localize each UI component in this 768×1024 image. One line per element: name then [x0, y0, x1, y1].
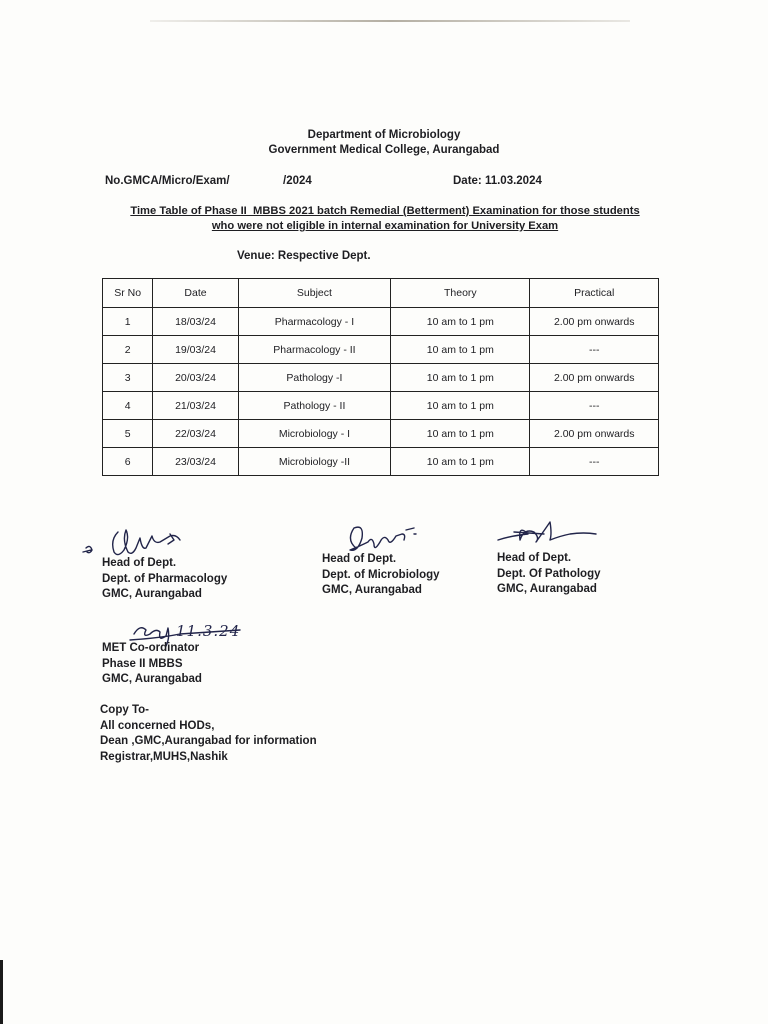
table-row — [103, 308, 659, 336]
cell-theory: 10 am to 1 pm — [391, 336, 530, 364]
header-date: Date — [153, 279, 238, 308]
table-row — [103, 364, 659, 392]
cell-subject: Microbiology - I — [238, 420, 391, 448]
cell-sr-no: 3 — [103, 364, 153, 392]
copy-to-line: All concerned HODs, — [100, 719, 215, 732]
copy-to-block — [100, 703, 317, 765]
reference-number: No.GMCA/Micro/Exam/ — [105, 175, 230, 187]
table-row — [103, 392, 659, 420]
cell-theory: 10 am to 1 pm — [391, 308, 530, 336]
scan-top-rule — [150, 20, 630, 22]
cell-subject: Microbiology -II — [238, 448, 391, 476]
cell-date: 20/03/24 — [153, 364, 238, 392]
signatory-place: GMC, Aurangabad — [497, 583, 597, 595]
coordinator-place: GMC, Aurangabad — [102, 673, 202, 685]
coordinator-role: MET Co-ordinator — [102, 642, 200, 654]
cell-sr-no: 6 — [103, 448, 153, 476]
cell-theory: 10 am to 1 pm — [391, 448, 530, 476]
cell-subject: Pharmacology - II — [238, 336, 391, 364]
header-subject: Subject — [238, 279, 391, 308]
cell-theory: 10 am to 1 pm — [391, 392, 530, 420]
reference-year: /2024 — [283, 175, 312, 187]
title-line-2: who were not eligible in internal examination for University Exam — [211, 220, 559, 232]
signatory-dept: Dept. of Microbiology — [322, 568, 440, 581]
signatory-dept: Dept. of Pharmacology — [102, 572, 228, 585]
met-coordinator-block — [102, 641, 202, 688]
cell-practical: 2.00 pm onwards — [530, 420, 659, 448]
signatory-dept: Dept. Of Pathology — [497, 567, 601, 580]
timetable — [102, 278, 659, 476]
signatory-pathology — [497, 551, 601, 598]
header-sr-no: Sr No — [103, 279, 153, 308]
cell-date: 23/03/24 — [153, 448, 238, 476]
signatory-pharmacology — [102, 556, 227, 603]
signatory-role: Head of Dept. — [322, 553, 397, 565]
document-date: Date: 11.03.2024 — [453, 175, 542, 187]
copy-to-heading: Copy To- — [100, 704, 149, 716]
college-name: Government Medical College, Aurangabad — [268, 144, 500, 156]
cell-date: 21/03/24 — [153, 392, 238, 420]
copy-to-line: Registrar,MUHS,Nashik — [100, 750, 228, 763]
scan-edge-mark — [0, 960, 3, 1024]
cell-subject: Pathology -I — [238, 364, 391, 392]
signatory-role: Head of Dept. — [497, 552, 572, 564]
cell-sr-no: 1 — [103, 308, 153, 336]
table-row — [103, 336, 659, 364]
table-row — [103, 448, 659, 476]
cell-practical: --- — [530, 392, 659, 420]
cell-practical: --- — [530, 336, 659, 364]
title-line-1: Time Table of Phase II MBBS 2021 batch Remedial (Betterment) Examination for those students — [130, 205, 640, 217]
cell-practical: 2.00 pm onwards — [530, 364, 659, 392]
cell-sr-no: 2 — [103, 336, 153, 364]
document-title — [90, 204, 680, 234]
cell-subject: Pathology - II — [238, 392, 391, 420]
cell-theory: 10 am to 1 pm — [391, 364, 530, 392]
signatory-place: GMC, Aurangabad — [102, 588, 202, 600]
cell-sr-no: 4 — [103, 392, 153, 420]
cell-date: 18/03/24 — [153, 308, 238, 336]
cell-date: 22/03/24 — [153, 420, 238, 448]
signatory-microbiology — [322, 552, 440, 599]
signatory-place: GMC, Aurangabad — [322, 584, 422, 596]
signature-pathology — [494, 510, 609, 550]
header-theory: Theory — [391, 279, 530, 308]
cell-theory: 10 am to 1 pm — [391, 420, 530, 448]
cell-date: 19/03/24 — [153, 336, 238, 364]
handwritten-date: 11.3.24 — [176, 622, 241, 640]
cell-practical: --- — [530, 448, 659, 476]
department-name: Department of Microbiology — [307, 129, 461, 141]
table-row — [103, 420, 659, 448]
cell-sr-no: 5 — [103, 420, 153, 448]
signatory-role: Head of Dept. — [102, 557, 177, 569]
cell-subject: Pharmacology - I — [238, 308, 391, 336]
copy-to-line: Dean ,GMC,Aurangabad for information — [100, 735, 317, 747]
venue-text: Venue: Respective Dept. — [237, 250, 371, 262]
table-header-row — [103, 279, 659, 308]
cell-practical: 2.00 pm onwards — [530, 308, 659, 336]
header-practical: Practical — [530, 279, 659, 308]
coordinator-phase: Phase II MBBS — [102, 657, 183, 670]
document-header — [0, 128, 768, 158]
